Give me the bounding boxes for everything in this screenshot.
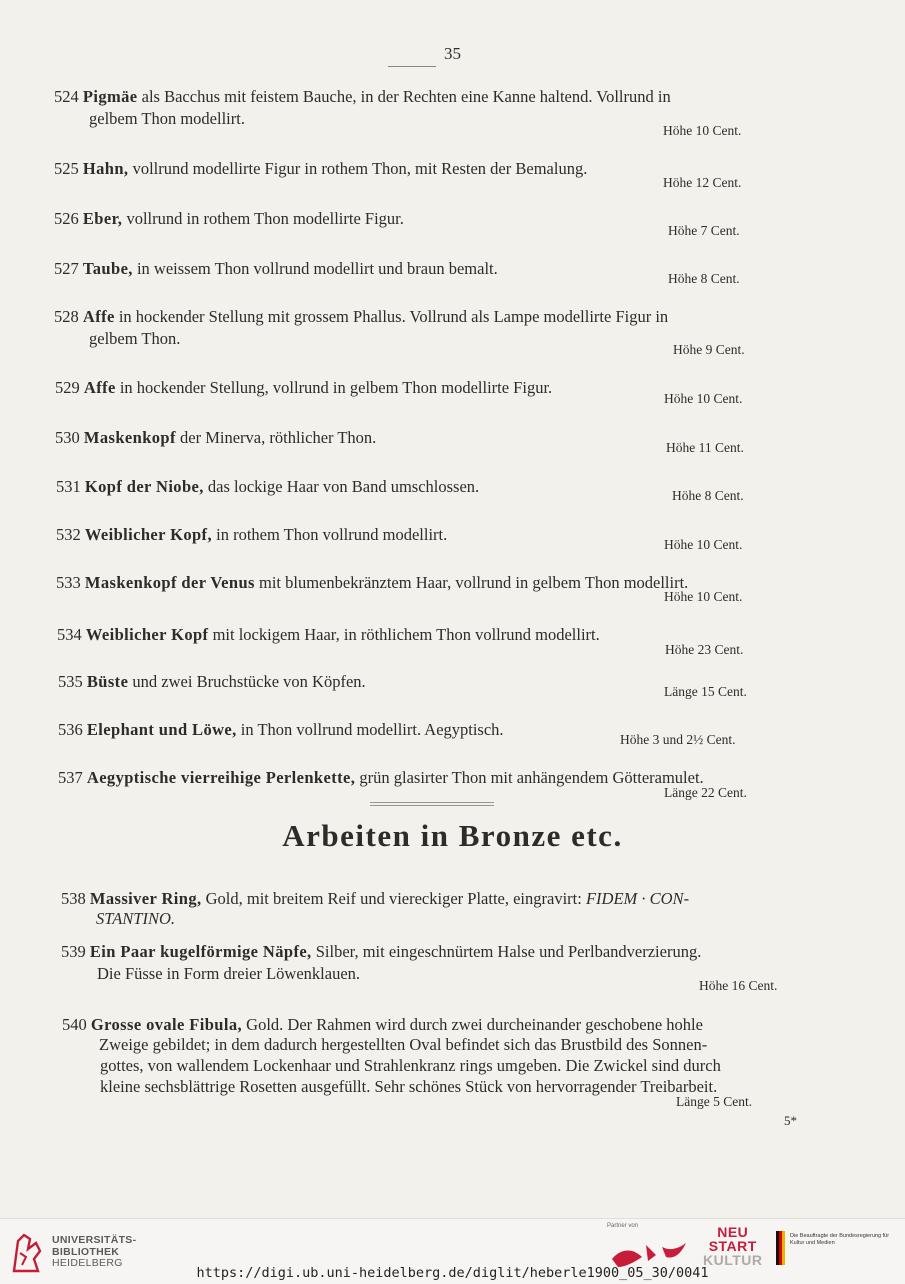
catalog-entry: 535 Büste und zwei Bruchstücke von Köpfen. [58,672,366,691]
section-divider [370,805,494,806]
entry-measurement: Höhe 8 Cent. [672,488,744,503]
entry-continuation: kleine sechsblättrige Rosetten ausgefüllt. Sehr schönes Stück von hervorragender Treibarbeit. [100,1077,718,1096]
ddb-logo-icon[interactable] [608,1237,698,1271]
section-divider [370,802,494,803]
entry-measurement: Höhe 10 Cent. [664,537,743,552]
entry-measurement: Höhe 12 Cent. [663,175,742,190]
bkm-label[interactable]: Die Beauftragte der Bundesregierung für Kultur und Medien [790,1233,890,1246]
entry-continuation: gelbem Thon modellirt. [89,109,245,128]
entry-measurement: Höhe 10 Cent. [663,123,742,138]
entry-continuation: gelbem Thon. [89,329,181,348]
entry-continuation: STANTINO. [96,909,176,928]
footer-bar [0,1218,905,1284]
entry-measurement: Höhe 16 Cent. [699,978,778,993]
page-number: 35 [444,44,461,63]
entry-measurement: Höhe 10 Cent. [664,589,743,604]
entry-measurement: Höhe 7 Cent. [668,223,740,238]
catalog-entry: 526 Eber, vollrund in rothem Thon modellirte Figur. [54,209,404,228]
catalog-entry: 537 Aegyptische vierreihige Perlenkette, grün glasirter Thon mit anhängendem Götteramulet. [58,768,704,787]
catalog-entry: 536 Elephant und Löwe, in Thon vollrund modellirt. Aegyptisch. [58,720,504,739]
entry-measurement: Höhe 10 Cent. [664,391,743,406]
entry-measurement: Höhe 23 Cent. [665,642,744,657]
permalink-url[interactable]: https://digi.ub.uni-heidelberg.de/diglit/heberle1900_05_30/0041 [196,1265,709,1281]
entry-measurement: Höhe 9 Cent. [673,342,745,357]
catalog-entry: 533 Maskenkopf der Venus mit blumenbekränztem Haar, vollrund in gelbem Thon modellirt. [56,573,689,592]
entry-measurement: Höhe 8 Cent. [668,271,740,286]
university-name[interactable]: UNIVERSITÄTS- BIBLIOTHEK HEIDELBERG [52,1234,137,1269]
signature-mark: 5* [784,1113,797,1128]
catalog-entry: 538 Massiver Ring, Gold, mit breitem Reif und viereckiger Platte, eingravirt: FIDEM · CON- [61,889,690,908]
catalog-entry: 532 Weiblicher Kopf, in rothem Thon vollrund modellirt. [56,525,448,544]
catalog-entry: 531 Kopf der Niobe, das lockige Haar von Band umschlossen. [56,477,480,496]
entry-continuation: gottes, von wallendem Lockenhaar und Strahlenkranz rings umgeben. Die Zwickel sind durch [100,1056,721,1075]
catalog-entry: 525 Hahn, vollrund modellirte Figur in rothem Thon, mit Resten der Bemalung. [54,159,588,178]
federal-eagle-icon [773,1229,787,1267]
catalog-entry: 534 Weiblicher Kopf mit lockigem Haar, in röthlichem Thon vollrund modellirt. [57,625,600,644]
catalog-entry: 529 Affe in hockender Stellung, vollrund in gelbem Thon modellirte Figur. [55,378,553,397]
entry-measurement: Länge 5 Cent. [676,1094,753,1109]
section-heading: Arbeiten in Bronze etc. [282,818,623,853]
neustart-kultur-logo[interactable]: NEU START KULTUR [703,1224,763,1268]
entry-measurement: Höhe 3 und 2½ Cent. [620,732,736,747]
entry-measurement: Länge 15 Cent. [664,684,747,699]
catalog-entry: 524 Pigmäe als Bacchus mit feistem Bauche, in der Rechten eine Kanne haltend. Vollrund in [54,87,671,106]
partner-label: Partner von [607,1223,639,1229]
page-number-rule [388,66,436,67]
catalog-entry: 530 Maskenkopf der Minerva, röthlicher Thon. [55,428,377,447]
catalog-entry: 540 Grosse ovale Fibula, Gold. Der Rahmen wird durch zwei durcheinander geschobene hohle [62,1015,703,1034]
entry-measurement: Länge 22 Cent. [664,785,747,800]
entry-continuation: Zweige gebildet; in dem dadurch hergestellten Oval befindet sich das Brustbild des Sonnen- [99,1035,708,1054]
entry-continuation: Die Füsse in Form dreier Löwenklauen. [97,964,361,983]
entry-measurement: Höhe 11 Cent. [666,440,744,455]
catalog-entry: 528 Affe in hockender Stellung mit grossem Phallus. Vollrund als Lampe modellirte Figur in [54,307,669,326]
catalog-entry: 527 Taube, in weissem Thon vollrund modellirt und braun bemalt. [54,259,498,278]
catalog-entry: 539 Ein Paar kugelförmige Näpfe, Silber, mit eingeschnürtem Halse und Perlbandverzierung. [61,942,702,961]
